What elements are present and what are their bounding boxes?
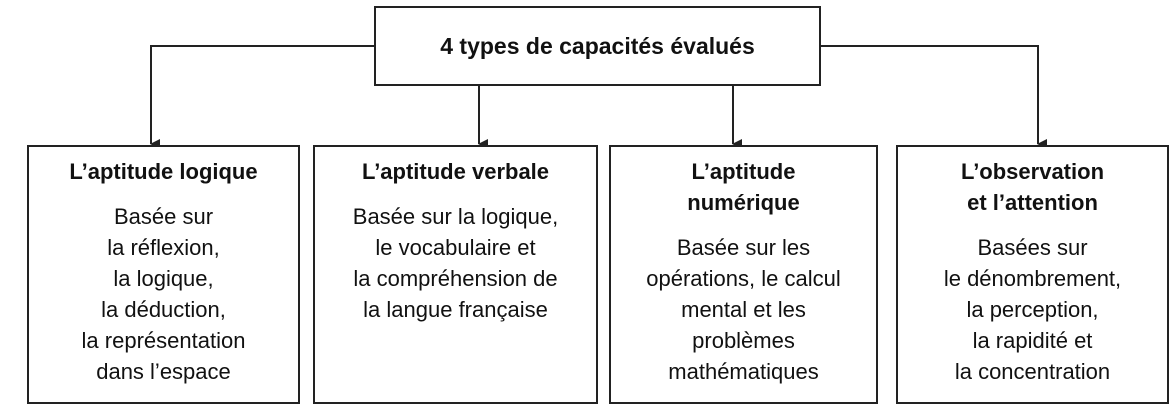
root-title: 4 types de capacités évalués — [440, 32, 755, 59]
box-title: L’aptitude numérique — [687, 159, 800, 215]
box-aptitude-verbale — [313, 145, 598, 404]
box-description: Basées sur le dénombrement, la perception, la rapidité et la concentration — [943, 235, 1122, 384]
box-aptitude-logique — [27, 145, 300, 404]
root-node — [374, 6, 821, 86]
box-title: L’aptitude logique — [69, 159, 258, 184]
box-description: Basée sur la logique, le vocabulaire et la compréhension de la langue française — [352, 204, 559, 322]
box-title: L’aptitude verbale — [361, 159, 550, 184]
box-title: L’observation et l’attention — [960, 159, 1105, 215]
box-observation-attention — [896, 145, 1169, 404]
box-aptitude-numerique — [609, 145, 878, 404]
connector-arrow-logique — [151, 46, 375, 144]
box-description: Basée sur les opérations, le calcul mental et les problèmes mathématiques — [646, 235, 841, 384]
connector-arrow-observation — [821, 46, 1038, 144]
box-description: Basée sur la réflexion, la logique, la déduction, la représentation dans l’espace — [81, 204, 246, 384]
